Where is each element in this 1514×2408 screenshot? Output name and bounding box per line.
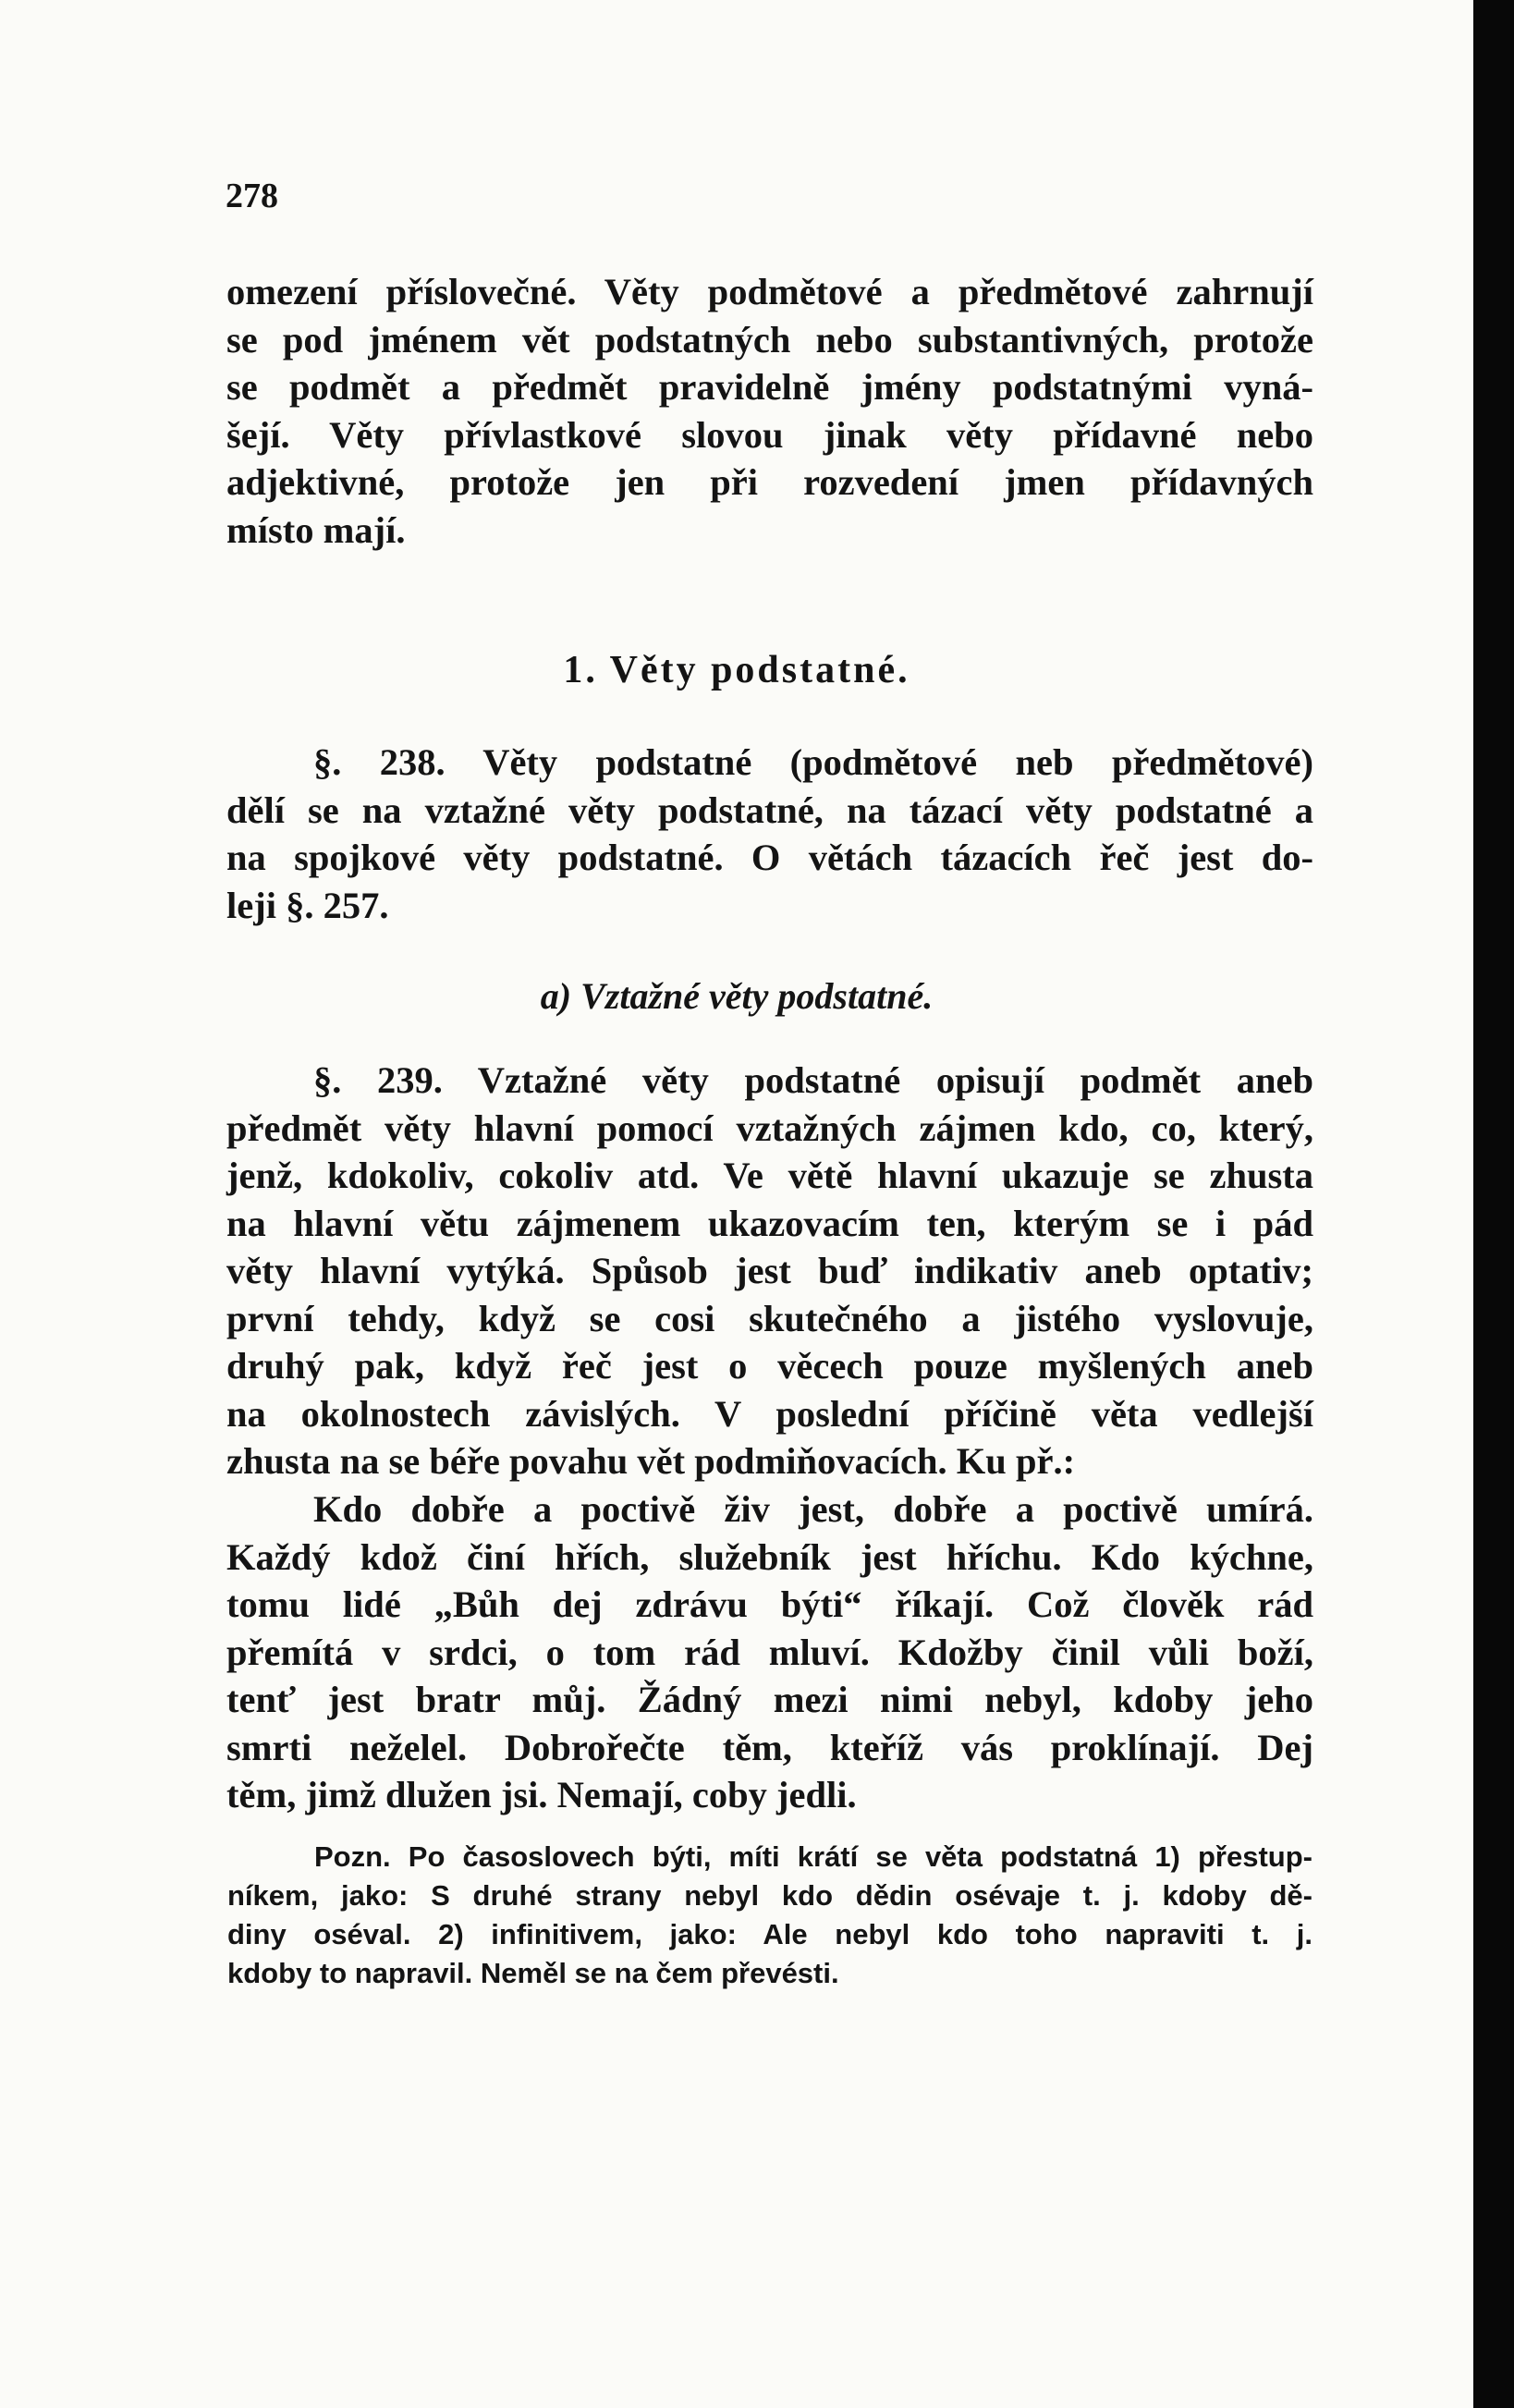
text-line: věty hlavní vytýká. Spůsob jest buď indikativ aneb optativ; (226, 1250, 1313, 1291)
paragraph-238 (226, 739, 1313, 929)
intro-paragraph (226, 268, 1313, 554)
text-line: na hlavní větu zájmenem ukazovacím ten, kterým se i pád (226, 1202, 1313, 1244)
text-line: šejí. Věty přívlastkové slovou jinak věty přídavné nebo (226, 413, 1313, 456)
subsection-heading: a) Vztažné věty podstatné. (540, 975, 934, 1017)
footnote-line: Pozn. Po časoslovech býti, míti krátí se věta podstatná 1) přestup- (314, 1840, 1313, 1873)
text-line: tomu lidé „Bůh dej zdrávu býti“ říkají. Což člověk rád (226, 1583, 1313, 1625)
text-line: těm, jimž dlužen jsi. Nemají, coby jedli. (226, 1774, 857, 1815)
text-line: leji §. 257. (226, 884, 389, 926)
text-line: se pod jménem vět podstatných nebo substantivných, protože (226, 318, 1313, 361)
text-line: smrti neželel. Dobrořečte těm, kteříž vás proklínají. Dej (226, 1726, 1313, 1768)
footnote-line: diny oséval. 2) infinitivem, jako: Ale nebyl kdo toho napraviti t. j. (227, 1918, 1313, 1950)
text-line: jenž, kdokoliv, cokoliv atd. Ve větě hlavní ukazuje se zhusta (226, 1155, 1313, 1196)
text-line: §. 238. Věty podstatné (podmětové neb předmětové) (313, 741, 1313, 783)
text-line: dělí se na vztažné věty podstatné, na tázací věty podstatné a (226, 788, 1313, 831)
examples-paragraph (226, 1485, 1313, 1819)
scan-border (1473, 0, 1514, 2408)
text-line: zhusta na se béře povahu vět podmiňovacích. Ku př.: (226, 1440, 1076, 1482)
text-line: Kdo dobře a poctivě živ jest, dobře a poctivě umírá. (313, 1488, 1313, 1530)
text-line: adjektivné, protože jen při rozvedení jmen přídavných (226, 461, 1313, 503)
text-line: druhý pak, když řeč jest o věcech pouze myšlených aneb (226, 1345, 1313, 1387)
text-line: se podmět a předmět pravidelně jmény podstatnými vyná- (226, 366, 1313, 408)
text-line: přemítá v srdci, o tom rád mluví. Kdožby činil vůli boží, (226, 1631, 1313, 1673)
paragraph-239 (226, 1057, 1313, 1485)
text-line: tenť jest bratr můj. Žádný mezi nimi nebyl, kdoby jeho (226, 1679, 1313, 1720)
footnote-line: níkem, jako: S druhé strany nebyl kdo dědin osévaje t. j. kdoby dě- (227, 1879, 1313, 1912)
text-line: první tehdy, když se cosi skutečného a jistého vyslovuje, (226, 1297, 1313, 1339)
text-line: omezení příslovečné. Věty podmětové a předmětové zahrnují (226, 271, 1313, 312)
text-line: místo mají. (226, 508, 406, 551)
text-line: Každý kdož činí hřích, služebník jest hříchu. Kdo kýchne, (226, 1535, 1313, 1578)
text-line: předmět věty hlavní pomocí vztažných zájmen kdo, co, který, (226, 1106, 1313, 1149)
footnote-line: kdoby to napravil. Neměl se na čem převésti. (227, 1957, 839, 1989)
text-line: na spojkové věty podstatné. O větách tázacích řeč jest do- (226, 837, 1313, 878)
section-heading: 1. Věty podstatné. (563, 649, 910, 691)
text-line: na okolnostech závislých. V poslední příčině věta vedlejší (226, 1392, 1313, 1435)
page-number: 278 (226, 177, 278, 215)
footnote (227, 1838, 1313, 1993)
text-line: §. 239. Vztažné věty podstatné opisují podmět aneb (313, 1059, 1313, 1101)
